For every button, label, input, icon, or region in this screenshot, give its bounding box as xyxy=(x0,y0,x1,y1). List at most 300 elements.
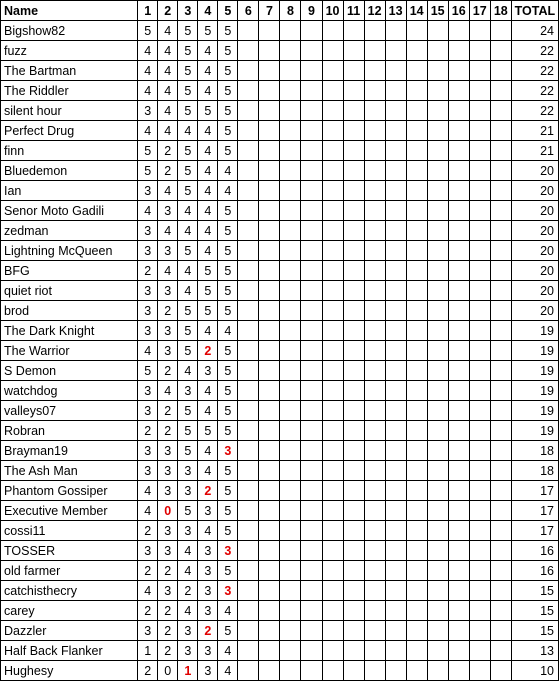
score-cell: 3 xyxy=(138,461,158,481)
score-cell: 4 xyxy=(218,161,238,181)
player-name-cell: zedman xyxy=(1,221,138,241)
empty-score-cell xyxy=(448,181,469,201)
empty-score-cell xyxy=(280,221,301,241)
empty-score-cell xyxy=(343,181,364,201)
table-body xyxy=(1,21,559,681)
empty-score-cell xyxy=(280,461,301,481)
empty-score-cell xyxy=(343,41,364,61)
empty-score-cell xyxy=(238,261,259,281)
empty-score-cell xyxy=(490,241,511,261)
empty-score-cell xyxy=(259,21,280,41)
score-cell: 3 xyxy=(198,661,218,681)
empty-score-cell xyxy=(427,621,448,641)
empty-score-cell xyxy=(448,301,469,321)
score-cell: 4 xyxy=(178,261,198,281)
empty-score-cell xyxy=(490,421,511,441)
score-cell: 4 xyxy=(158,101,178,121)
player-name-cell: watchdog xyxy=(1,381,138,401)
table-row xyxy=(1,41,559,61)
empty-score-cell xyxy=(343,581,364,601)
player-name-cell: The Warrior xyxy=(1,341,138,361)
round-column-header: 14 xyxy=(406,1,427,21)
score-cell: 3 xyxy=(198,561,218,581)
empty-score-cell xyxy=(385,201,406,221)
empty-score-cell xyxy=(280,361,301,381)
empty-score-cell xyxy=(406,41,427,61)
empty-score-cell xyxy=(490,501,511,521)
empty-score-cell xyxy=(406,421,427,441)
empty-score-cell xyxy=(469,621,490,641)
score-cell: 5 xyxy=(138,141,158,161)
empty-score-cell xyxy=(406,641,427,661)
score-cell: 5 xyxy=(178,401,198,421)
score-cell: 5 xyxy=(218,401,238,421)
empty-score-cell xyxy=(301,421,322,441)
empty-score-cell xyxy=(385,561,406,581)
empty-score-cell xyxy=(259,141,280,161)
empty-score-cell xyxy=(343,661,364,681)
empty-score-cell xyxy=(364,561,385,581)
empty-score-cell xyxy=(238,81,259,101)
empty-score-cell xyxy=(301,41,322,61)
total-cell: 20 xyxy=(511,221,558,241)
empty-score-cell xyxy=(406,121,427,141)
score-cell: 2 xyxy=(138,521,158,541)
total-cell: 21 xyxy=(511,121,558,141)
empty-score-cell xyxy=(322,341,343,361)
score-cell: 5 xyxy=(138,21,158,41)
low-score-cell: 3 xyxy=(218,441,238,461)
score-cell: 3 xyxy=(138,241,158,261)
empty-score-cell xyxy=(385,21,406,41)
empty-score-cell xyxy=(364,21,385,41)
empty-score-cell xyxy=(385,321,406,341)
score-cell: 3 xyxy=(178,481,198,501)
empty-score-cell xyxy=(448,421,469,441)
table-row xyxy=(1,281,559,301)
table-row xyxy=(1,241,559,261)
round-column-header: 5 xyxy=(218,1,238,21)
empty-score-cell xyxy=(343,21,364,41)
empty-score-cell xyxy=(490,281,511,301)
empty-score-cell xyxy=(448,501,469,521)
empty-score-cell xyxy=(385,401,406,421)
empty-score-cell xyxy=(427,141,448,161)
score-cell: 5 xyxy=(218,81,238,101)
score-cell: 4 xyxy=(198,221,218,241)
empty-score-cell xyxy=(364,201,385,221)
score-cell: 4 xyxy=(158,81,178,101)
empty-score-cell xyxy=(322,201,343,221)
empty-score-cell xyxy=(259,361,280,381)
empty-score-cell xyxy=(469,61,490,81)
score-cell: 2 xyxy=(158,161,178,181)
score-cell: 4 xyxy=(178,281,198,301)
empty-score-cell xyxy=(385,381,406,401)
empty-score-cell xyxy=(385,281,406,301)
score-cell: 4 xyxy=(158,181,178,201)
table-row xyxy=(1,81,559,101)
score-cell: 2 xyxy=(138,421,158,441)
empty-score-cell xyxy=(343,161,364,181)
empty-score-cell xyxy=(427,81,448,101)
empty-score-cell xyxy=(385,581,406,601)
empty-score-cell xyxy=(427,461,448,481)
empty-score-cell xyxy=(385,101,406,121)
score-cell: 4 xyxy=(178,221,198,241)
empty-score-cell xyxy=(364,441,385,461)
score-cell: 5 xyxy=(178,41,198,61)
empty-score-cell xyxy=(364,361,385,381)
score-cell: 4 xyxy=(218,601,238,621)
empty-score-cell xyxy=(322,141,343,161)
empty-score-cell xyxy=(364,161,385,181)
score-cell: 3 xyxy=(158,541,178,561)
empty-score-cell xyxy=(301,201,322,221)
empty-score-cell xyxy=(301,341,322,361)
empty-score-cell xyxy=(322,41,343,61)
empty-score-cell xyxy=(490,581,511,601)
empty-score-cell xyxy=(469,501,490,521)
score-cell: 3 xyxy=(138,441,158,461)
empty-score-cell xyxy=(448,201,469,221)
empty-score-cell xyxy=(280,201,301,221)
round-column-header: 7 xyxy=(259,1,280,21)
score-cell: 3 xyxy=(158,461,178,481)
player-name-cell: Executive Member xyxy=(1,501,138,521)
empty-score-cell xyxy=(280,181,301,201)
empty-score-cell xyxy=(427,41,448,61)
score-cell: 4 xyxy=(158,21,178,41)
player-name-cell: cossi11 xyxy=(1,521,138,541)
empty-score-cell xyxy=(490,521,511,541)
empty-score-cell xyxy=(280,341,301,361)
empty-score-cell xyxy=(490,21,511,41)
empty-score-cell xyxy=(385,601,406,621)
empty-score-cell xyxy=(238,561,259,581)
empty-score-cell xyxy=(259,221,280,241)
player-name-cell: old farmer xyxy=(1,561,138,581)
empty-score-cell xyxy=(364,581,385,601)
score-cell: 4 xyxy=(138,581,158,601)
empty-score-cell xyxy=(259,61,280,81)
score-cell: 4 xyxy=(158,381,178,401)
empty-score-cell xyxy=(427,301,448,321)
total-cell: 22 xyxy=(511,101,558,121)
empty-score-cell xyxy=(385,161,406,181)
empty-score-cell xyxy=(406,341,427,361)
empty-score-cell xyxy=(427,441,448,461)
score-cell: 3 xyxy=(158,341,178,361)
table-row xyxy=(1,141,559,161)
empty-score-cell xyxy=(448,601,469,621)
empty-score-cell xyxy=(259,561,280,581)
score-cell: 2 xyxy=(158,601,178,621)
total-cell: 13 xyxy=(511,641,558,661)
player-name-cell: silent hour xyxy=(1,101,138,121)
round-column-header: 11 xyxy=(343,1,364,21)
empty-score-cell xyxy=(259,181,280,201)
score-cell: 4 xyxy=(178,561,198,581)
empty-score-cell xyxy=(301,441,322,461)
empty-score-cell xyxy=(343,221,364,241)
empty-score-cell xyxy=(343,641,364,661)
score-cell: 5 xyxy=(178,21,198,41)
empty-score-cell xyxy=(490,601,511,621)
empty-score-cell xyxy=(490,341,511,361)
round-column-header: 15 xyxy=(427,1,448,21)
empty-score-cell xyxy=(469,421,490,441)
empty-score-cell xyxy=(469,341,490,361)
empty-score-cell xyxy=(301,381,322,401)
empty-score-cell xyxy=(343,461,364,481)
empty-score-cell xyxy=(280,521,301,541)
total-cell: 22 xyxy=(511,61,558,81)
empty-score-cell xyxy=(259,201,280,221)
empty-score-cell xyxy=(280,301,301,321)
empty-score-cell xyxy=(448,261,469,281)
empty-score-cell xyxy=(427,601,448,621)
empty-score-cell xyxy=(322,301,343,321)
empty-score-cell xyxy=(406,521,427,541)
empty-score-cell xyxy=(406,661,427,681)
score-cell: 4 xyxy=(178,541,198,561)
empty-score-cell xyxy=(364,521,385,541)
empty-score-cell xyxy=(427,221,448,241)
empty-score-cell xyxy=(406,561,427,581)
empty-score-cell xyxy=(301,461,322,481)
score-cell: 5 xyxy=(218,261,238,281)
empty-score-cell xyxy=(343,241,364,261)
player-name-cell: Bluedemon xyxy=(1,161,138,181)
table-row xyxy=(1,581,559,601)
empty-score-cell xyxy=(259,121,280,141)
score-cell: 5 xyxy=(198,101,218,121)
empty-score-cell xyxy=(448,141,469,161)
empty-score-cell xyxy=(343,81,364,101)
empty-score-cell xyxy=(322,461,343,481)
table-row xyxy=(1,161,559,181)
score-cell: 4 xyxy=(198,321,218,341)
score-cell: 2 xyxy=(158,621,178,641)
score-cell: 3 xyxy=(138,181,158,201)
score-cell: 2 xyxy=(178,581,198,601)
score-cell: 4 xyxy=(198,201,218,221)
empty-score-cell xyxy=(427,501,448,521)
empty-score-cell xyxy=(469,201,490,221)
round-column-header: 8 xyxy=(280,1,301,21)
empty-score-cell xyxy=(280,621,301,641)
empty-score-cell xyxy=(490,441,511,461)
empty-score-cell xyxy=(469,121,490,141)
empty-score-cell xyxy=(364,421,385,441)
empty-score-cell xyxy=(385,521,406,541)
player-name-cell: Half Back Flanker xyxy=(1,641,138,661)
empty-score-cell xyxy=(280,441,301,461)
name-column-header: Name xyxy=(1,1,138,21)
empty-score-cell xyxy=(448,321,469,341)
empty-score-cell xyxy=(490,541,511,561)
total-cell: 17 xyxy=(511,481,558,501)
empty-score-cell xyxy=(490,361,511,381)
empty-score-cell xyxy=(259,241,280,261)
empty-score-cell xyxy=(406,201,427,221)
empty-score-cell xyxy=(469,541,490,561)
empty-score-cell xyxy=(280,81,301,101)
empty-score-cell xyxy=(448,61,469,81)
empty-score-cell xyxy=(469,161,490,181)
empty-score-cell xyxy=(259,501,280,521)
empty-score-cell xyxy=(343,121,364,141)
score-cell: 4 xyxy=(198,61,218,81)
empty-score-cell xyxy=(259,521,280,541)
empty-score-cell xyxy=(490,381,511,401)
empty-score-cell xyxy=(301,61,322,81)
empty-score-cell xyxy=(238,401,259,421)
empty-score-cell xyxy=(301,501,322,521)
player-name-cell: The Bartman xyxy=(1,61,138,81)
empty-score-cell xyxy=(301,521,322,541)
empty-score-cell xyxy=(469,661,490,681)
round-column-header: 4 xyxy=(198,1,218,21)
score-cell: 3 xyxy=(178,381,198,401)
score-cell: 4 xyxy=(198,461,218,481)
total-cell: 20 xyxy=(511,161,558,181)
empty-score-cell xyxy=(259,541,280,561)
empty-score-cell xyxy=(448,521,469,541)
empty-score-cell xyxy=(469,441,490,461)
empty-score-cell xyxy=(364,81,385,101)
total-cell: 19 xyxy=(511,321,558,341)
empty-score-cell xyxy=(343,481,364,501)
round-column-header: 16 xyxy=(448,1,469,21)
player-name-cell: Bigshow82 xyxy=(1,21,138,41)
empty-score-cell xyxy=(448,441,469,461)
empty-score-cell xyxy=(322,501,343,521)
score-cell: 3 xyxy=(158,241,178,261)
empty-score-cell xyxy=(322,661,343,681)
empty-score-cell xyxy=(490,61,511,81)
empty-score-cell xyxy=(385,481,406,501)
total-cell: 19 xyxy=(511,381,558,401)
empty-score-cell xyxy=(364,281,385,301)
empty-score-cell xyxy=(385,241,406,261)
empty-score-cell xyxy=(490,661,511,681)
empty-score-cell xyxy=(322,21,343,41)
empty-score-cell xyxy=(322,381,343,401)
empty-score-cell xyxy=(385,81,406,101)
empty-score-cell xyxy=(469,561,490,581)
total-cell: 20 xyxy=(511,301,558,321)
empty-score-cell xyxy=(322,421,343,441)
player-name-cell: TOSSER xyxy=(1,541,138,561)
empty-score-cell xyxy=(469,281,490,301)
score-cell: 5 xyxy=(218,61,238,81)
empty-score-cell xyxy=(259,161,280,181)
empty-score-cell xyxy=(469,481,490,501)
header-row xyxy=(1,1,559,21)
empty-score-cell xyxy=(385,501,406,521)
score-cell: 4 xyxy=(198,241,218,261)
score-cell: 5 xyxy=(178,441,198,461)
empty-score-cell xyxy=(364,321,385,341)
score-cell: 4 xyxy=(198,441,218,461)
empty-score-cell xyxy=(406,21,427,41)
score-cell: 2 xyxy=(158,641,178,661)
empty-score-cell xyxy=(301,581,322,601)
score-cell: 5 xyxy=(198,281,218,301)
empty-score-cell xyxy=(343,141,364,161)
empty-score-cell xyxy=(469,601,490,621)
empty-score-cell xyxy=(280,101,301,121)
empty-score-cell xyxy=(364,41,385,61)
table-row xyxy=(1,61,559,81)
empty-score-cell xyxy=(259,41,280,61)
total-cell: 16 xyxy=(511,561,558,581)
player-name-cell: Phantom Gossiper xyxy=(1,481,138,501)
empty-score-cell xyxy=(238,121,259,141)
score-cell: 3 xyxy=(158,281,178,301)
score-cell: 4 xyxy=(158,221,178,241)
score-cell: 3 xyxy=(198,601,218,621)
table-row xyxy=(1,601,559,621)
empty-score-cell xyxy=(322,61,343,81)
table-row xyxy=(1,121,559,141)
score-cell: 4 xyxy=(138,81,158,101)
empty-score-cell xyxy=(448,661,469,681)
empty-score-cell xyxy=(238,21,259,41)
empty-score-cell xyxy=(238,381,259,401)
empty-score-cell xyxy=(469,81,490,101)
empty-score-cell xyxy=(280,141,301,161)
empty-score-cell xyxy=(469,361,490,381)
empty-score-cell xyxy=(301,601,322,621)
score-cell: 3 xyxy=(138,541,158,561)
score-cell: 4 xyxy=(158,121,178,141)
empty-score-cell xyxy=(469,41,490,61)
table-row xyxy=(1,221,559,241)
empty-score-cell xyxy=(406,501,427,521)
table-row xyxy=(1,21,559,41)
empty-score-cell xyxy=(406,321,427,341)
score-cell: 4 xyxy=(178,601,198,621)
empty-score-cell xyxy=(469,401,490,421)
empty-score-cell xyxy=(238,421,259,441)
empty-score-cell xyxy=(259,481,280,501)
score-cell: 5 xyxy=(198,261,218,281)
empty-score-cell xyxy=(322,581,343,601)
empty-score-cell xyxy=(301,561,322,581)
empty-score-cell xyxy=(469,141,490,161)
empty-score-cell xyxy=(385,221,406,241)
table-row xyxy=(1,101,559,121)
empty-score-cell xyxy=(427,61,448,81)
score-cell: 3 xyxy=(178,621,198,641)
empty-score-cell xyxy=(322,441,343,461)
empty-score-cell xyxy=(259,261,280,281)
empty-score-cell xyxy=(364,481,385,501)
empty-score-cell xyxy=(469,101,490,121)
table-row xyxy=(1,261,559,281)
empty-score-cell xyxy=(238,101,259,121)
empty-score-cell xyxy=(238,41,259,61)
table-row xyxy=(1,541,559,561)
total-column-header: TOTAL xyxy=(511,1,558,21)
empty-score-cell xyxy=(448,21,469,41)
score-cell: 5 xyxy=(218,301,238,321)
table-row xyxy=(1,461,559,481)
empty-score-cell xyxy=(406,601,427,621)
